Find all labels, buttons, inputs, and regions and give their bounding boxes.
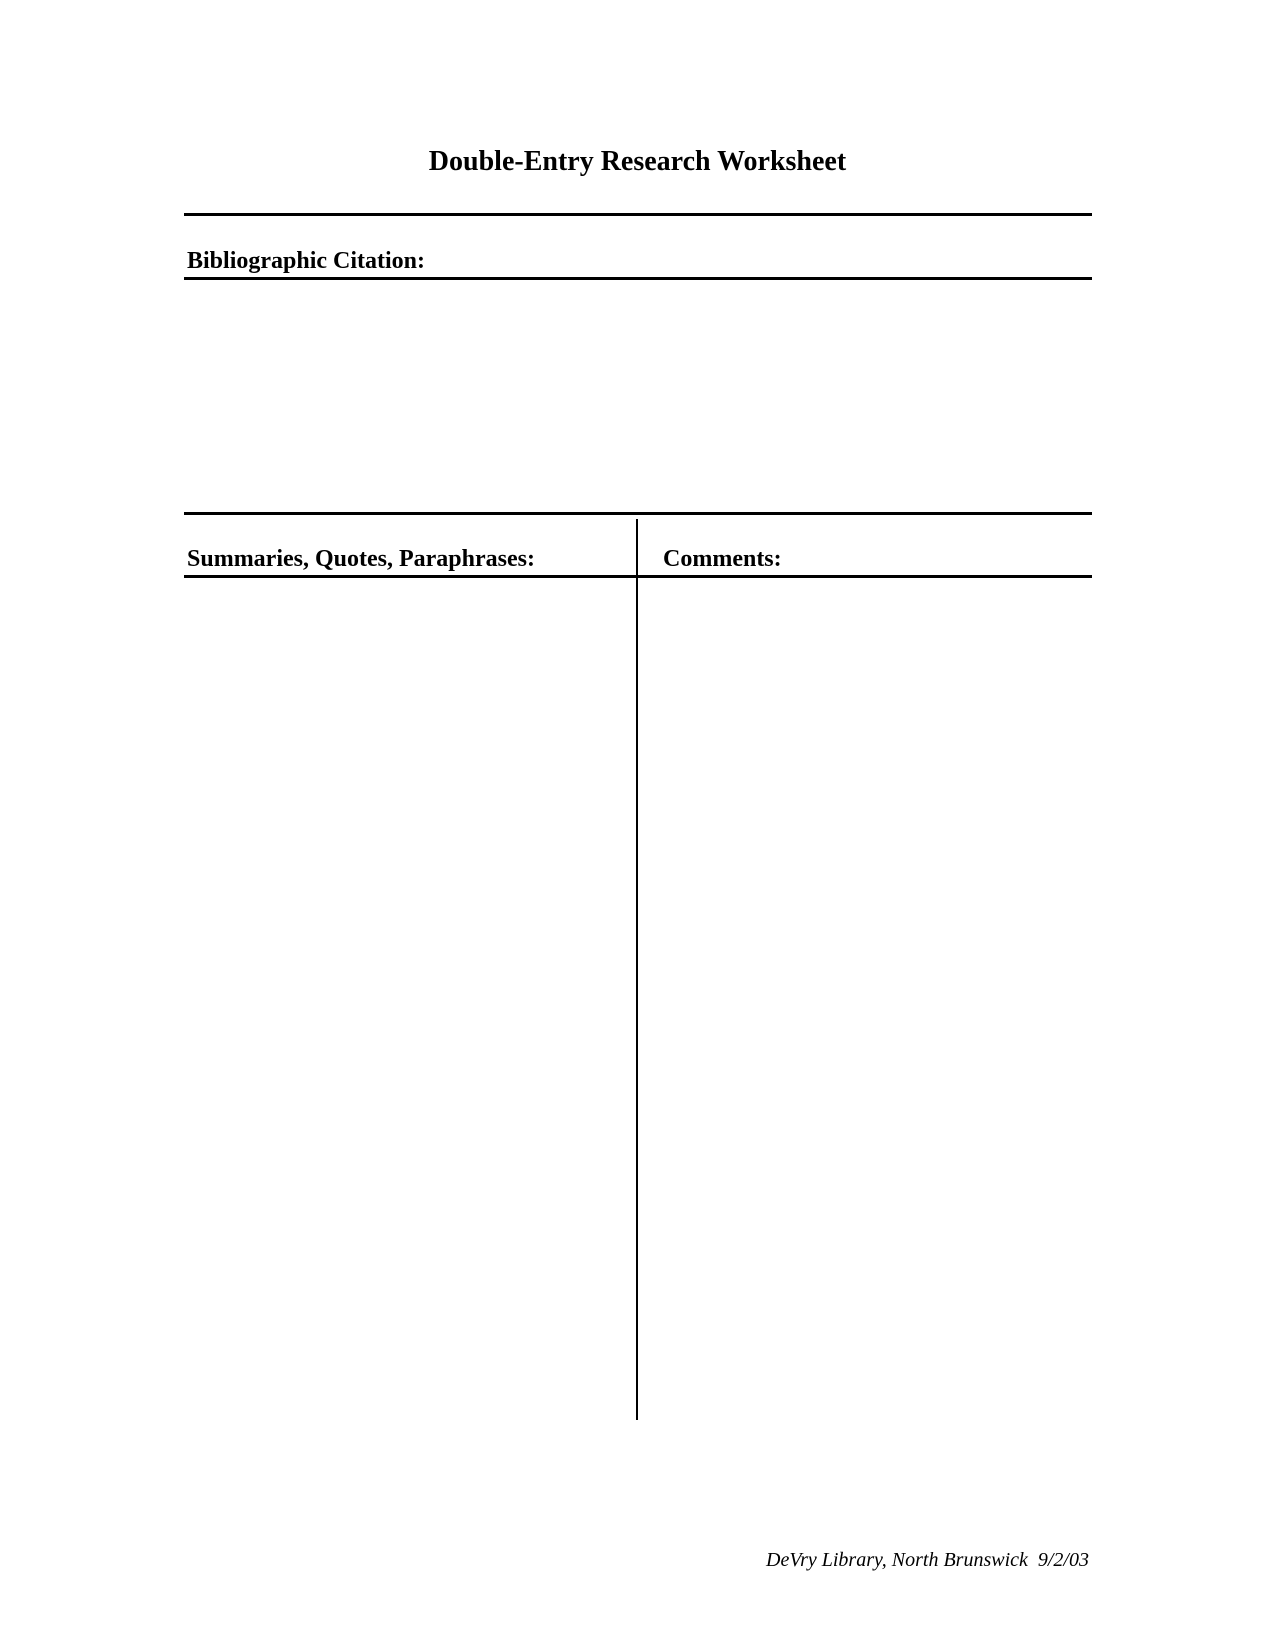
citation-label: Bibliographic Citation: [187, 248, 426, 274]
section-divider [184, 512, 1092, 515]
footer-credit: DeVry Library, North Brunswick 9/2/03 [766, 1549, 1089, 1571]
page-title: Double-Entry Research Worksheet [428, 146, 847, 177]
summaries-column-header: Summaries, Quotes, Paraphrases: [187, 546, 535, 572]
citation-underline [184, 277, 1092, 280]
column-header-underline [184, 575, 1092, 578]
citation-entry-area[interactable] [184, 281, 1092, 510]
top-divider [184, 213, 1092, 216]
summaries-entry-area[interactable] [184, 580, 634, 1420]
column-divider [636, 519, 638, 1420]
comments-column-header: Comments: [663, 546, 782, 572]
comments-entry-area[interactable] [640, 580, 1092, 1420]
